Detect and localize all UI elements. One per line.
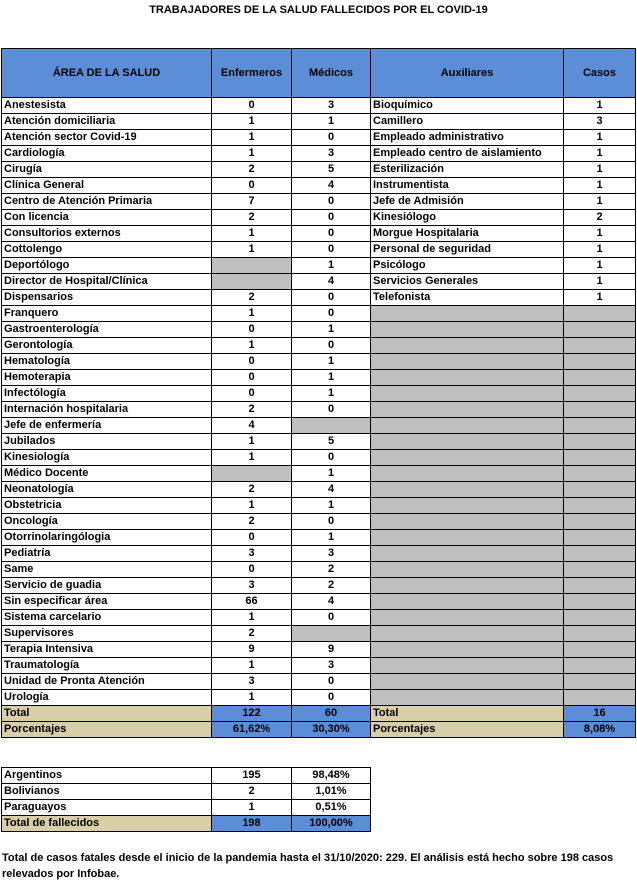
area-cell: Atención domiciliaria [2,114,212,130]
total-row-medicos: 60 [292,706,371,722]
enfermeros-cell: 66 [212,594,292,610]
enfermeros-cell: 2 [212,514,292,530]
enfermeros-cell: 1 [212,242,292,258]
area-cell: Atención sector Covid-19 [2,130,212,146]
area-cell: Director de Hospital/Clínica [2,274,212,290]
table-row [2,130,636,146]
enfermeros-cell: 2 [212,162,292,178]
enfermeros-cell: 2 [212,402,292,418]
auxiliar-cell [371,322,564,338]
table-row [2,290,636,306]
auxiliar-cell: Instrumentista [371,178,564,194]
percent-row-aux-label: Porcentajes [371,722,564,738]
casos-cell [564,610,636,626]
medicos-cell: 0 [292,610,371,626]
area-cell: Obstetricia [2,498,212,514]
enfermeros-cell: 1 [212,434,292,450]
auxiliar-cell [371,626,564,642]
area-cell: Same [2,562,212,578]
casos-cell [564,434,636,450]
casos-cell [564,642,636,658]
percent-row-medicos: 30,30% [292,722,371,738]
auxiliar-cell [371,578,564,594]
area-cell: Infectólogía [2,386,212,402]
enfermeros-cell: 2 [212,482,292,498]
medicos-cell: 0 [292,226,371,242]
total-row [2,706,636,722]
auxiliar-cell: Morgue Hospitalaria [371,226,564,242]
casos-cell [564,338,636,354]
area-cell: Pediatría [2,546,212,562]
casos-cell [564,498,636,514]
auxiliar-cell: Personal de seguridad [371,242,564,258]
auxiliar-cell [371,674,564,690]
auxiliar-cell [371,530,564,546]
enfermeros-cell: 1 [212,690,292,706]
casos-cell [564,402,636,418]
enfermeros-cell: 1 [212,610,292,626]
area-cell: Con licencia [2,210,212,226]
enfermeros-cell: 9 [212,642,292,658]
area-cell: Servicio de guadia [2,578,212,594]
nationality-count: 1 [212,800,292,816]
auxiliar-cell: Psicólogo [371,258,564,274]
area-cell: Traumatología [2,658,212,674]
medicos-cell: 4 [292,482,371,498]
auxiliar-cell [371,658,564,674]
table-row [2,562,636,578]
auxiliar-cell: Jefe de Admisión [371,194,564,210]
area-cell: Jubilados [2,434,212,450]
enfermeros-cell: 0 [212,370,292,386]
enfermeros-cell: 0 [212,386,292,402]
table-row [2,690,636,706]
area-cell: Anestesista [2,98,212,114]
casos-cell: 1 [564,258,636,274]
nationality-count: 195 [212,768,292,784]
auxiliar-cell [371,386,564,402]
table-row [2,226,636,242]
casos-cell: 2 [564,210,636,226]
area-cell: Centro de Atención Primaria [2,194,212,210]
auxiliar-cell [371,402,564,418]
casos-cell: 1 [564,226,636,242]
enfermeros-cell: 3 [212,546,292,562]
total-row-aux-label: Total [371,706,564,722]
table-row [2,642,636,658]
area-cell: Médico Docente [2,466,212,482]
table-row [2,98,636,114]
table-row [2,498,636,514]
nationality-count: 2 [212,784,292,800]
medicos-cell: 0 [292,690,371,706]
auxiliar-cell [371,338,564,354]
enfermeros-cell: 0 [212,178,292,194]
casos-cell [564,594,636,610]
table-row [2,594,636,610]
enfermeros-cell: 1 [212,146,292,162]
medicos-cell: 0 [292,242,371,258]
table-row [2,530,636,546]
nationality-row [2,800,371,816]
page-title: TRABAJADORES DE LA SALUD FALLECIDOS POR EL COVID-19 [149,4,488,16]
area-cell: Gerontología [2,338,212,354]
auxiliar-cell [371,610,564,626]
enfermeros-cell: 0 [212,354,292,370]
auxiliar-cell: Camillero [371,114,564,130]
table-row [2,114,636,130]
medicos-cell: 0 [292,338,371,354]
medicos-cell [292,418,371,434]
casos-cell [564,514,636,530]
table-row [2,610,636,626]
table-row [2,258,636,274]
enfermeros-cell: 1 [212,450,292,466]
casos-cell [564,386,636,402]
area-cell: Consultorios externos [2,226,212,242]
enfermeros-cell: 1 [212,226,292,242]
auxiliar-cell [371,450,564,466]
casos-cell: 1 [564,274,636,290]
header-auxiliares: Auxiliares [371,49,564,98]
percent-row-enfermeros: 61,62% [212,722,292,738]
area-cell: Terapia Intensiva [2,642,212,658]
table-row [2,402,636,418]
medicos-cell: 0 [292,402,371,418]
auxiliar-cell: Kinesiólogo [371,210,564,226]
footnote: Total de casos fatales desde el inicio de la pandemia hasta el 31/10/2020: 229. El análisis está hecho sobre 198 casos relevados por Infobae. [2,852,614,880]
area-cell: Neonatología [2,482,212,498]
medicos-cell: 3 [292,146,371,162]
enfermeros-cell: 0 [212,98,292,114]
medicos-cell: 1 [292,466,371,482]
medicos-cell: 4 [292,178,371,194]
area-cell: Gastroenterología [2,322,212,338]
nationality-total-row [2,816,371,832]
auxiliar-cell: Empleado centro de aislamiento [371,146,564,162]
table-row [2,370,636,386]
nationality-table [1,767,371,832]
enfermeros-cell: 0 [212,322,292,338]
enfermeros-cell: 1 [212,306,292,322]
casos-cell: 1 [564,146,636,162]
auxiliar-cell: Esterilización [371,162,564,178]
table-row [2,178,636,194]
enfermeros-cell: 1 [212,338,292,354]
header-enfermeros: Enfermeros [212,49,292,98]
nationality-total-label: Total de fallecidos [2,816,212,832]
enfermeros-cell: 0 [212,530,292,546]
casos-cell: 3 [564,114,636,130]
medicos-cell: 1 [292,322,371,338]
area-cell: Hematología [2,354,212,370]
casos-cell [564,322,636,338]
enfermeros-cell: 2 [212,626,292,642]
total-row-enfermeros: 122 [212,706,292,722]
table-row [2,386,636,402]
casos-cell [564,450,636,466]
enfermeros-cell: 2 [212,210,292,226]
area-cell: Oncología [2,514,212,530]
nationality-pct: 1,01% [292,784,371,800]
table-row [2,210,636,226]
enfermeros-cell: 1 [212,498,292,514]
auxiliar-cell [371,642,564,658]
enfermeros-cell [212,274,292,290]
enfermeros-cell: 0 [212,562,292,578]
auxiliar-cell [371,498,564,514]
enfermeros-cell: 1 [212,130,292,146]
table-row [2,658,636,674]
auxiliar-cell: Empleado administrativo [371,130,564,146]
casos-cell [564,690,636,706]
area-cell: Dispensarios [2,290,212,306]
total-row-casos: 16 [564,706,636,722]
casos-cell: 1 [564,162,636,178]
auxiliar-cell [371,514,564,530]
medicos-cell: 1 [292,354,371,370]
medicos-cell: 2 [292,578,371,594]
table-row [2,338,636,354]
table-row [2,242,636,258]
medicos-cell: 1 [292,386,371,402]
auxiliar-cell: Telefonista [371,290,564,306]
table-row [2,434,636,450]
casos-cell [564,370,636,386]
header-area: ÁREA DE LA SALUD [2,49,212,98]
medicos-cell [292,626,371,642]
auxiliar-cell [371,306,564,322]
enfermeros-cell [212,466,292,482]
casos-cell [564,466,636,482]
main-table [1,48,636,738]
auxiliar-cell [371,546,564,562]
medicos-cell: 0 [292,210,371,226]
auxiliar-cell: Servicios Generales [371,274,564,290]
table-row [2,578,636,594]
casos-cell [564,354,636,370]
area-cell: Unidad de Pronta Atención [2,674,212,690]
percent-row-casos: 8,08% [564,722,636,738]
enfermeros-cell: 1 [212,114,292,130]
medicos-cell: 0 [292,130,371,146]
nationality-total-pct: 100,00% [292,816,371,832]
area-cell: Franquero [2,306,212,322]
table-row [2,626,636,642]
casos-cell [564,562,636,578]
auxiliar-cell [371,466,564,482]
casos-cell [564,578,636,594]
percent-row-label: Porcentajes [2,722,212,738]
medicos-cell: 5 [292,162,371,178]
table-row [2,146,636,162]
enfermeros-cell [212,258,292,274]
enfermeros-cell: 4 [212,418,292,434]
casos-cell [564,546,636,562]
medicos-cell: 1 [292,370,371,386]
area-cell: Cirugía [2,162,212,178]
header-casos: Casos [564,49,636,98]
area-cell: Jefe de enfermería [2,418,212,434]
table-row [2,450,636,466]
table-row [2,674,636,690]
area-cell: Supervisores [2,626,212,642]
casos-cell: 1 [564,130,636,146]
table-row [2,274,636,290]
medicos-cell: 4 [292,594,371,610]
table-row [2,162,636,178]
casos-cell: 1 [564,194,636,210]
area-cell: Deportólogo [2,258,212,274]
table-row [2,194,636,210]
medicos-cell: 0 [292,674,371,690]
medicos-cell: 4 [292,274,371,290]
medicos-cell: 1 [292,258,371,274]
enfermeros-cell: 3 [212,674,292,690]
casos-cell: 1 [564,178,636,194]
table-row [2,306,636,322]
casos-cell: 1 [564,98,636,114]
enfermeros-cell: 2 [212,290,292,306]
table-row [2,322,636,338]
auxiliar-cell [371,690,564,706]
auxiliar-cell [371,370,564,386]
medicos-cell: 0 [292,290,371,306]
area-cell: Cardiología [2,146,212,162]
auxiliar-cell [371,418,564,434]
medicos-cell: 1 [292,530,371,546]
table-row [2,466,636,482]
casos-cell [564,674,636,690]
auxiliar-cell: Bioquímico [371,98,564,114]
medicos-cell: 3 [292,546,371,562]
auxiliar-cell [371,594,564,610]
enfermeros-cell: 7 [212,194,292,210]
auxiliar-cell [371,434,564,450]
medicos-cell: 0 [292,194,371,210]
medicos-cell: 3 [292,98,371,114]
casos-cell [564,482,636,498]
casos-cell: 1 [564,242,636,258]
auxiliar-cell [371,562,564,578]
table-row [2,418,636,434]
area-cell: Sistema carcelario [2,610,212,626]
enfermeros-cell: 1 [212,658,292,674]
medicos-cell: 0 [292,450,371,466]
area-cell: Otorrinolaringólogia [2,530,212,546]
nationality-row [2,768,371,784]
area-cell: Hemoterapia [2,370,212,386]
header-medicos: Médicos [292,49,371,98]
nationality-label: Bolivianos [2,784,212,800]
area-cell: Kinesiología [2,450,212,466]
medicos-cell: 1 [292,114,371,130]
medicos-cell: 5 [292,434,371,450]
percent-row [2,722,636,738]
casos-cell [564,306,636,322]
table-row [2,546,636,562]
nationality-pct: 98,48% [292,768,371,784]
enfermeros-cell: 3 [212,578,292,594]
casos-cell [564,418,636,434]
nationality-row [2,784,371,800]
medicos-cell: 3 [292,658,371,674]
casos-cell [564,530,636,546]
medicos-cell: 9 [292,642,371,658]
area-cell: Clínica General [2,178,212,194]
casos-cell [564,658,636,674]
nationality-label: Paraguayos [2,800,212,816]
total-row-label: Total [2,706,212,722]
medicos-cell: 0 [292,306,371,322]
auxiliar-cell [371,354,564,370]
medicos-cell: 0 [292,514,371,530]
area-cell: Urología [2,690,212,706]
nationality-pct: 0,51% [292,800,371,816]
nationality-label: Argentinos [2,768,212,784]
table-row [2,482,636,498]
area-cell: Sin especificar área [2,594,212,610]
auxiliar-cell [371,482,564,498]
table-row [2,514,636,530]
medicos-cell: 1 [292,498,371,514]
casos-cell [564,626,636,642]
medicos-cell: 2 [292,562,371,578]
area-cell: Cottolengo [2,242,212,258]
area-cell: Internación hospitalaria [2,402,212,418]
table-row [2,354,636,370]
casos-cell: 1 [564,290,636,306]
nationality-total-count: 198 [212,816,292,832]
